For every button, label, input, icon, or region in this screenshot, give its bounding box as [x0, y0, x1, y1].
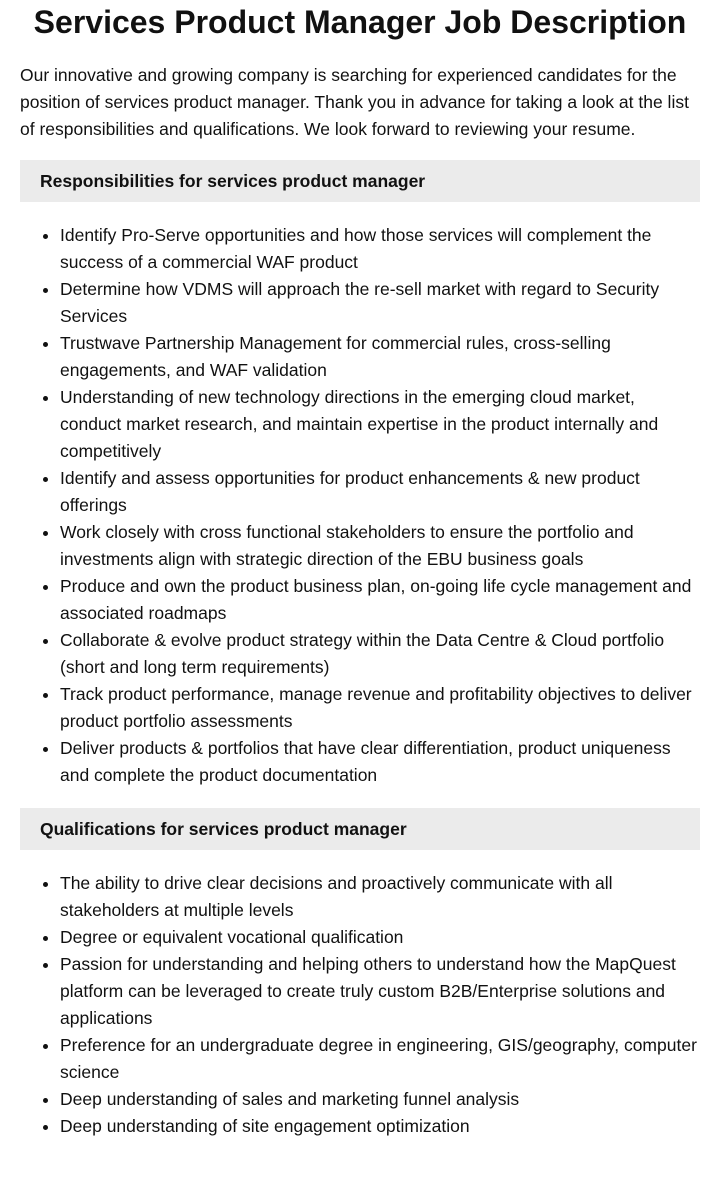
intro-paragraph: Our innovative and growing company is searching for experienced candidates for the position of services product manager. Thank you in advance for taking a look at the list of responsibilities and qualifications. We look forward to reviewing your resume. [20, 65, 689, 139]
qualifications-heading: Qualifications for services product manager [20, 808, 700, 850]
responsibilities-list [20, 222, 700, 789]
list-item: • The ability to drive clear decisions and proactively communicate with all stakeholders at multiple levels [60, 870, 700, 924]
responsibilities-heading: Responsibilities for services product manager [20, 160, 700, 202]
list-item: • Deep understanding of site engagement optimization [60, 1113, 700, 1140]
qualifications-list [20, 870, 700, 1140]
list-item: • Produce and own the product business plan, on-going life cycle management and associated roadmaps [60, 573, 700, 627]
list-item: • Work closely with cross functional stakeholders to ensure the portfolio and investments align with strategic direction of the EBU business goals [60, 519, 700, 573]
list-item: • Passion for understanding and helping others to understand how the MapQuest platform can be leveraged to create truly custom B2B/Enterprise solutions and applications [60, 951, 700, 1032]
list-item: • Identify and assess opportunities for product enhancements & new product offerings [60, 465, 700, 519]
list-item: • Understanding of new technology directions in the emerging cloud market, conduct market research, and maintain expertise in the product internally and competitively [60, 384, 700, 465]
list-item: • Deep understanding of sales and marketing funnel analysis [60, 1086, 700, 1113]
list-item: • Identify Pro-Serve opportunities and how those services will complement the success of a commercial WAF product [60, 222, 700, 276]
list-item: • Collaborate & evolve product strategy within the Data Centre & Cloud portfolio (short and long term requirements) [60, 627, 700, 681]
list-item: • Deliver products & portfolios that have clear differentiation, product uniqueness and complete the product documentation [60, 735, 700, 789]
list-item: • Preference for an undergraduate degree in engineering, GIS/geography, computer science [60, 1032, 700, 1086]
list-item: • Determine how VDMS will approach the re-sell market with regard to Security Services [60, 276, 700, 330]
list-item: • Trustwave Partnership Management for commercial rules, cross-selling engagements, and WAF validation [60, 330, 700, 384]
page-title: Services Product Manager Job Description [33, 4, 687, 40]
list-item: • Degree or equivalent vocational qualification [60, 924, 700, 951]
list-item: • Track product performance, manage revenue and profitability objectives to deliver product portfolio assessments [60, 681, 700, 735]
